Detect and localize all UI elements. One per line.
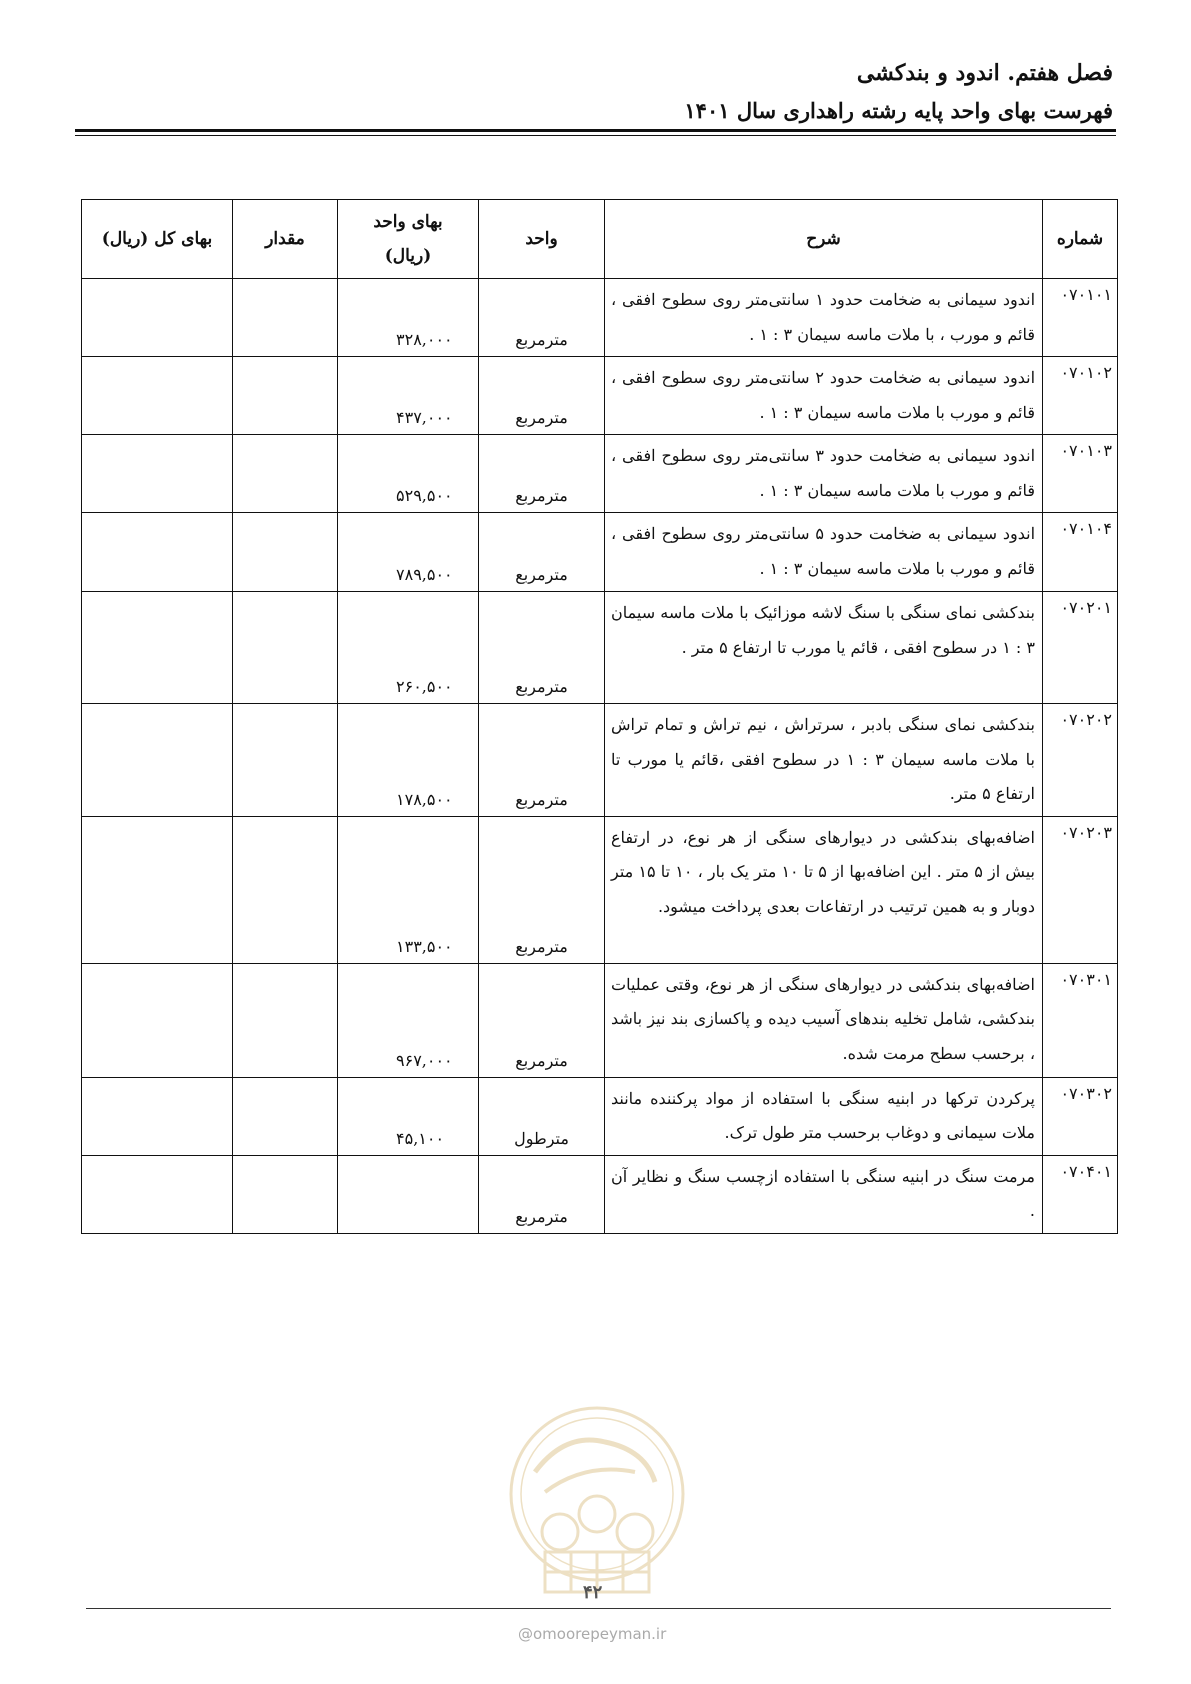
item-number: ۰۷۰۲۰۱ <box>1043 592 1118 704</box>
item-unit-price: ۳۲۸,۰۰۰ <box>338 279 479 357</box>
item-description: اندود سیمانی به ضخامت حدود ۵ سانتی‌متر روی سطوح افقی ، قائم و مورب با ملات ماسه سیمان ۳ : ۱ . <box>605 513 1043 592</box>
item-unit-price: ۲۶۰,۵۰۰ <box>338 592 479 704</box>
table-row <box>82 1077 1118 1155</box>
item-unit: مترمربع <box>479 1155 605 1233</box>
header-quantity: مقدار <box>233 200 338 279</box>
item-total-price <box>82 513 233 592</box>
list-title: فهرست بهای واحد پایه رشته راهداری سال ۱۴۰۱ <box>684 98 1113 123</box>
header-rule-thin <box>75 135 1116 136</box>
footer-rule <box>86 1608 1111 1609</box>
item-unit-price: ۴۳۷,۰۰۰ <box>338 357 479 435</box>
item-unit-price: ۱۷۸,۵۰۰ <box>338 704 479 817</box>
item-number: ۰۷۰۱۰۱ <box>1043 279 1118 357</box>
item-number: ۰۷۰۱۰۳ <box>1043 435 1118 513</box>
header-description: شرح <box>605 200 1043 279</box>
header-total-price: بهای کل (ریال) <box>82 200 233 279</box>
item-total-price <box>82 704 233 817</box>
page-number: ۴۲ <box>583 1582 603 1603</box>
header-unit-price-label: بهای واحد <box>373 212 443 232</box>
item-unit: مترمربع <box>479 963 605 1077</box>
item-total-price <box>82 279 233 357</box>
table-row <box>82 592 1118 704</box>
website-watermark: @omoorepeyman.ir <box>518 1625 667 1643</box>
item-quantity <box>233 963 338 1077</box>
header-unit: واحد <box>479 200 605 279</box>
table-row <box>82 279 1118 357</box>
table-row <box>82 513 1118 592</box>
item-description: اضافه‌بهای بندکشی در دیوارهای سنگی از هر نوع، وقتی عملیات بندکشی، شامل تخلیه بندهای آسیب دیده و پاکسازی بند نیز باشد ، برحسب سطح مرمت شده. <box>605 963 1043 1077</box>
table-row <box>82 1155 1118 1233</box>
item-quantity <box>233 816 338 963</box>
item-total-price <box>82 963 233 1077</box>
price-list-table <box>81 199 1118 1234</box>
item-description: بندکشی نمای سنگی بادبر ، سرتراش ، نیم تراش و تمام تراش با ملات ماسه سیمان ۳ : ۱ در سطوح افقی ،قائم یا مورب تا ارتفاع ۵ متر. <box>605 704 1043 817</box>
table-row <box>82 816 1118 963</box>
chapter-title: فصل هفتم. اندود و بندکشی <box>856 60 1113 86</box>
item-total-price <box>82 592 233 704</box>
item-description: اندود سیمانی به ضخامت حدود ۱ سانتی‌متر روی سطوح افقی ، قائم و مورب ، با ملات ماسه سیمان ۳ : ۱ . <box>605 279 1043 357</box>
item-quantity <box>233 704 338 817</box>
table-header-row <box>82 200 1118 279</box>
header-number: شماره <box>1043 200 1118 279</box>
item-quantity <box>233 435 338 513</box>
header-rule-thick <box>75 129 1116 132</box>
item-quantity <box>233 279 338 357</box>
item-quantity <box>233 1077 338 1155</box>
table-row <box>82 435 1118 513</box>
item-total-price <box>82 1155 233 1233</box>
item-description: مرمت سنگ در ابنیه سنگی با استفاده ازچسب سنگ و نظایر آن . <box>605 1155 1043 1233</box>
item-unit: مترمربع <box>479 513 605 592</box>
item-number: ۰۷۰۳۰۲ <box>1043 1077 1118 1155</box>
item-total-price <box>82 357 233 435</box>
item-description: اضافه‌بهای بندکشی در دیوارهای سنگی از هر نوع، در ارتفاع بیش از ۵ متر . این اضافه‌بها از ۵ تا ۱۰ متر یک بار ، ۱۰ تا ۱۵ متر دوبار و به همین ترتیب در ارتفاعات بعدی پرداخت میشود. <box>605 816 1043 963</box>
item-number: ۰۷۰۲۰۳ <box>1043 816 1118 963</box>
item-description: بندکشی نمای سنگی با سنگ لاشه موزائیک با ملات ماسه سیمان ۳ : ۱ در سطوح افقی ، قائم یا مورب تا ارتفاع ۵ متر . <box>605 592 1043 704</box>
item-number: ۰۷۰۴۰۱ <box>1043 1155 1118 1233</box>
item-unit-price: ۵۲۹,۵۰۰ <box>338 435 479 513</box>
item-number: ۰۷۰۳۰۱ <box>1043 963 1118 1077</box>
item-quantity <box>233 1155 338 1233</box>
item-number: ۰۷۰۱۰۴ <box>1043 513 1118 592</box>
table-row <box>82 963 1118 1077</box>
item-quantity <box>233 513 338 592</box>
header-unit-price-currency: (ریال) <box>384 246 432 266</box>
item-unit-price <box>338 1155 479 1233</box>
item-unit-price: ۹۶۷,۰۰۰ <box>338 963 479 1077</box>
item-unit-price: ۷۸۹,۵۰۰ <box>338 513 479 592</box>
item-unit: مترمربع <box>479 816 605 963</box>
item-total-price <box>82 816 233 963</box>
header-unit-price <box>338 200 479 279</box>
item-unit: مترمربع <box>479 704 605 817</box>
item-unit-price: ۴۵,۱۰۰ <box>338 1077 479 1155</box>
item-unit: مترطول <box>479 1077 605 1155</box>
item-unit: مترمربع <box>479 279 605 357</box>
item-description: اندود سیمانی به ضخامت حدود ۲ سانتی‌متر روی سطوح افقی ، قائم و مورب با ملات ماسه سیمان ۳ : ۱ . <box>605 357 1043 435</box>
item-description: پرکردن ترکها در ابنیه سنگی با استفاده از مواد پرکننده مانند ملات سیمانی و دوغاب برحسب متر طول ترک. <box>605 1077 1043 1155</box>
item-unit: مترمربع <box>479 435 605 513</box>
item-quantity <box>233 592 338 704</box>
item-total-price <box>82 435 233 513</box>
item-total-price <box>82 1077 233 1155</box>
item-number: ۰۷۰۲۰۲ <box>1043 704 1118 817</box>
item-number: ۰۷۰۱۰۲ <box>1043 357 1118 435</box>
item-description: اندود سیمانی به ضخامت حدود ۳ سانتی‌متر روی سطوح افقی ، قائم و مورب با ملات ماسه سیمان ۳ : ۱ . <box>605 435 1043 513</box>
item-unit: مترمربع <box>479 592 605 704</box>
item-quantity <box>233 357 338 435</box>
table-row <box>82 704 1118 817</box>
watermark-seal-logo <box>505 1402 689 1600</box>
table-row <box>82 357 1118 435</box>
item-unit: مترمربع <box>479 357 605 435</box>
item-unit-price: ۱۳۳,۵۰۰ <box>338 816 479 963</box>
